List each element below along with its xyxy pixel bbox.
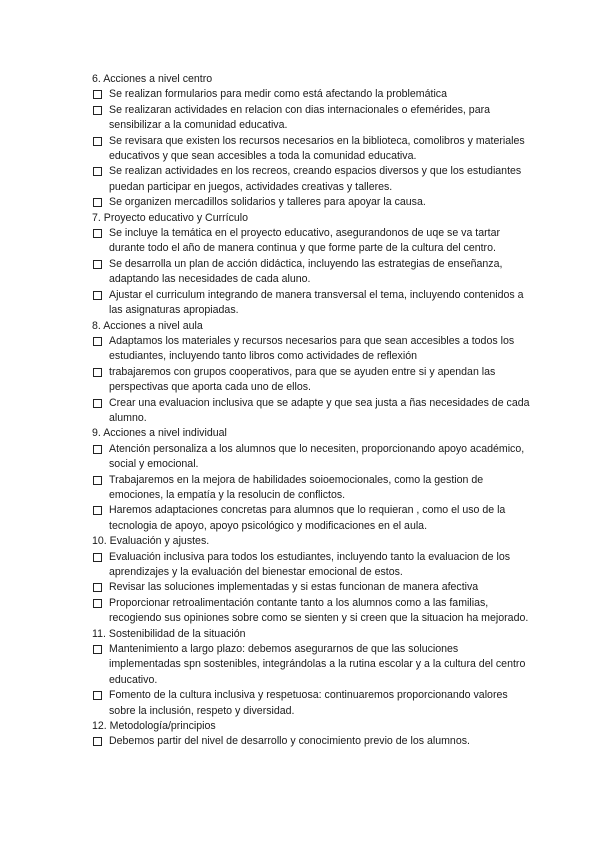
section-heading: 9. Acciones a nivel individual [92, 427, 227, 440]
checklist [92, 642, 532, 719]
section [92, 72, 532, 211]
section [92, 534, 532, 626]
checkbox-icon[interactable] [93, 198, 102, 207]
checklist-item [92, 688, 532, 719]
checkbox-icon[interactable] [93, 737, 102, 746]
checklist-item-text: Proporcionar retroalimentación contante tanto a los alumnos como a las familias, recogiendo sus opiniones sobre como se sienten y si creen que la situacion ha mejorado. [109, 596, 529, 625]
checklist-item [92, 134, 532, 165]
checklist-item [92, 257, 532, 288]
checklist-item [92, 365, 532, 396]
checkbox-icon[interactable] [93, 90, 102, 99]
checklist-item [92, 550, 532, 581]
checklist-item-text: Evaluación inclusiva para todos los estudiantes, incluyendo tanto la evaluacion de los aprendizajes y la evaluación del bienestar emocional de estos. [109, 550, 511, 578]
checklist-item-text: Se realizan formularios para medir como está afectando la problemática [109, 88, 447, 101]
checklist-item [92, 334, 532, 365]
checklist-item-text: Haremos adaptaciones concretas para alumnos que lo requieran , como el uso de la tecnologia de apoyo, apoyo psicológico y modificaciones en el aula. [109, 504, 506, 532]
checkbox-icon[interactable] [93, 599, 102, 608]
checklist-item [92, 642, 532, 688]
checklist-item [92, 164, 532, 195]
checkbox-icon[interactable] [93, 645, 102, 654]
checkbox-icon[interactable] [93, 583, 102, 592]
checklist-item [92, 288, 532, 319]
section [92, 426, 532, 534]
checklist-item-text: Se realizaran actividades en relacion con dias internacionales o efemérides, para sensibilizar a la comunidad educativa. [109, 103, 491, 132]
checklist [92, 226, 532, 318]
section-heading: 12. Metodología/principios [92, 720, 216, 733]
section [92, 719, 532, 750]
checklist-item-text: trabajaremos con grupos cooperativos, para que se ayuden entre si y apendan las perspectivas que aporta cada uno de ellos. [109, 365, 496, 394]
checklist-item-text: Se revisara que existen los recursos necesarios en la biblioteca, comolibros y materiales educativos y que sean accesibles a toda la comunidad educativa. [109, 134, 525, 163]
checkbox-icon[interactable] [93, 445, 102, 454]
checklist-item-text: Adaptamos los materiales y recursos necesarios para que sean accesibles a todos los estudiantes, incluyendo tanto libros como actividades de reflexión [109, 334, 515, 363]
section [92, 211, 532, 319]
checkbox-icon[interactable] [93, 691, 102, 700]
checklist-item-text: Trabajaremos en la mejora de habilidades soioemocionales, como la gestion de emociones, la empatía y la resolucin de conflictos. [109, 473, 484, 501]
checklist-item-text: Fomento de la cultura inclusiva y respetuosa: continuaremos proporcionando valores sobre la inclusión, respeto y diversidad. [109, 689, 508, 717]
checklist-item [92, 226, 532, 257]
section-heading: 10. Evaluación y ajustes. [92, 535, 210, 548]
checklist-item [92, 442, 532, 473]
checklist-item [92, 396, 532, 427]
checkbox-icon[interactable] [93, 229, 102, 238]
checkbox-icon[interactable] [93, 399, 102, 408]
section [92, 627, 532, 719]
checklist-item [92, 734, 532, 749]
checkbox-icon[interactable] [93, 368, 102, 377]
checklist-item-text: Se organizen mercadillos solidarios y talleres para apoyar la causa. [109, 196, 426, 209]
checklist [92, 334, 532, 426]
checklist-item [92, 87, 532, 102]
checklist [92, 87, 532, 210]
checkbox-icon[interactable] [93, 137, 102, 146]
checklist-item-text: Debemos partir del nivel de desarrollo y conocimiento previo de los alumnos. [109, 735, 470, 748]
section-heading: 7. Proyecto educativo y Currículo [92, 211, 249, 224]
checklist-item [92, 473, 532, 504]
checkbox-icon[interactable] [93, 553, 102, 562]
checklist-item [92, 195, 532, 210]
section-heading: 6. Acciones a nivel centro [92, 73, 213, 85]
checklist-item [92, 103, 532, 134]
checklist-item-text: Atención personaliza a los alumnos que lo necesiten, proporcionando apoyo académico, social y emocional. [109, 442, 525, 471]
checklist [92, 442, 532, 534]
checklist [92, 550, 532, 627]
checkbox-icon[interactable] [93, 260, 102, 269]
checklist-item [92, 580, 532, 595]
document-content [92, 72, 532, 750]
checklist-item [92, 503, 532, 534]
checklist [92, 734, 532, 749]
checkbox-icon[interactable] [93, 167, 102, 176]
section-heading: 8. Acciones a nivel aula [92, 319, 203, 332]
checklist-item-text: Se realizan actividades en los recreos, creando espacios diversos y que los estudiantes puedan participar en juegos, actividades creativas y talleres. [109, 165, 522, 193]
checklist-item [92, 596, 532, 627]
checklist-item-text: Se incluye la temática en el proyecto educativo, asegurandonos de uqe se va tartar durante todo el año de manera continua y que forme parte de la cultura del centro. [109, 227, 501, 255]
checkbox-icon[interactable] [93, 106, 102, 115]
section-heading: 11. Sostenibilidad de la situación [92, 627, 246, 640]
checkbox-icon[interactable] [93, 476, 102, 485]
checklist-item-text: Mantenimiento a largo plazo: debemos asegurarnos de que las soluciones implementadas spn sostenibles, integrándolas a la rutina escolar y a la cultura del centro educativo. [109, 643, 526, 686]
section [92, 319, 532, 427]
checklist-item-text: Se desarrolla un plan de acción didáctica, incluyendo las estrategias de enseñanza, adaptando las necesidades de cada aluno. [109, 257, 503, 286]
checklist-item-text: Revisar las soluciones implementadas y si estas funcionan de manera afectiva [109, 581, 479, 594]
checkbox-icon[interactable] [93, 291, 102, 300]
checkbox-icon[interactable] [93, 506, 102, 515]
checkbox-icon[interactable] [93, 337, 102, 346]
checklist-item-text: Ajustar el curriculum integrando de manera transversal el tema, incluyendo contenidos a las asignaturas apropiadas. [109, 288, 524, 317]
checklist-item-text: Crear una evaluacion inclusiva que se adapte y que sea justa a ñas necesidades de cada alumno. [109, 396, 530, 424]
